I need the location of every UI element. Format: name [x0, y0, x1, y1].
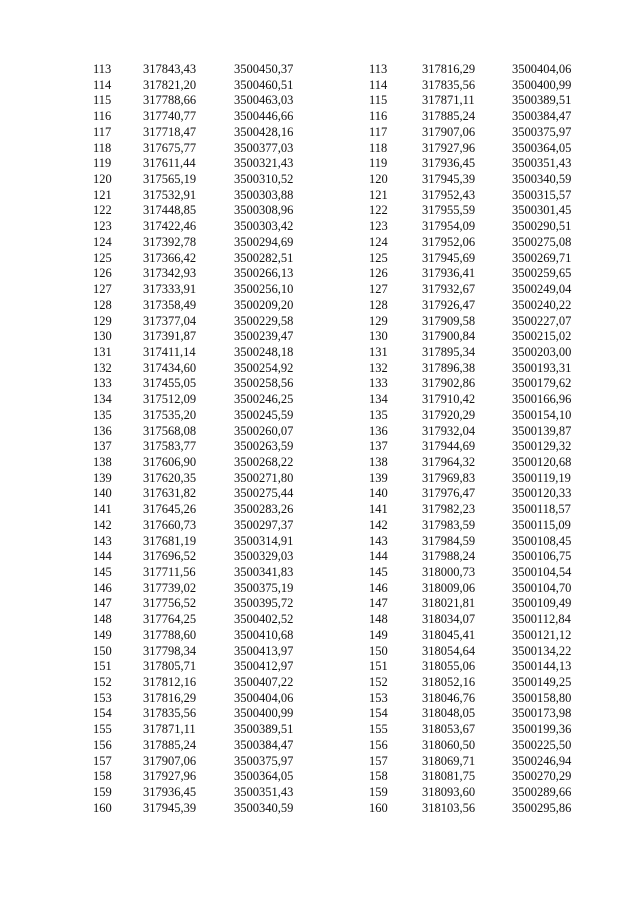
x-coordinate: 317984,59: [422, 533, 476, 548]
point-number: 151: [369, 659, 388, 674]
x-coordinate: 318054,64: [422, 643, 476, 658]
x-coordinate: 317871,11: [422, 93, 475, 108]
x-coordinate: 317391,87: [143, 329, 197, 344]
point-number: 150: [369, 643, 388, 658]
point-number: 115: [93, 93, 112, 108]
point-number: 139: [369, 470, 388, 485]
x-coordinate: 317910,42: [422, 392, 476, 407]
x-coordinate: 318048,05: [422, 706, 476, 721]
y-coordinate: 3500308,96: [234, 203, 294, 218]
point-number: 147: [369, 596, 388, 611]
x-coordinate: 318053,67: [422, 722, 476, 737]
point-number: 136: [369, 423, 388, 438]
point-number: 158: [93, 769, 112, 784]
point-number: 128: [93, 297, 112, 312]
y-coordinate: 3500294,69: [234, 234, 294, 249]
point-number: 143: [369, 533, 388, 548]
point-number: 117: [369, 124, 388, 139]
x-coordinate: 317645,26: [143, 502, 197, 517]
point-number: 129: [369, 313, 388, 328]
point-number: 145: [93, 565, 112, 579]
point-number: 149: [369, 627, 388, 642]
point-number: 115: [369, 93, 388, 108]
point-number: 117: [93, 124, 112, 139]
point-number: 137: [93, 439, 112, 454]
y-coordinate: 3500268,22: [234, 454, 294, 469]
y-coordinate: 3500108,45: [512, 533, 572, 548]
x-coordinate: 317696,52: [143, 549, 197, 564]
y-coordinate: 3500173,98: [512, 706, 572, 721]
y-coordinate: 3500215,02: [512, 329, 572, 344]
x-coordinate: 317821,20: [143, 77, 197, 92]
y-coordinate: 3500118,57: [512, 502, 571, 517]
y-coordinate: 3500315,57: [512, 187, 572, 202]
point-number: 119: [369, 156, 388, 171]
point-number: 142: [93, 517, 112, 532]
y-coordinate: 3500314,91: [234, 533, 294, 548]
x-coordinate: 317936,45: [143, 785, 197, 800]
y-coordinate: 3500410,68: [234, 627, 294, 642]
y-coordinate: 3500446,66: [234, 109, 294, 124]
x-coordinate: 317945,69: [422, 250, 476, 265]
point-number: 126: [93, 266, 112, 281]
x-coordinate: 317740,77: [143, 109, 197, 124]
point-number: 114: [93, 77, 112, 92]
x-coordinate: 317952,06: [422, 234, 476, 249]
point-number: 134: [93, 392, 112, 407]
point-number: 144: [369, 549, 388, 564]
point-number: 159: [93, 785, 112, 800]
point-number: 146: [93, 580, 112, 595]
y-coordinate: 3500389,51: [234, 722, 294, 737]
x-coordinate: 317945,39: [143, 800, 197, 815]
point-number: 151: [93, 659, 112, 674]
x-coordinate: 317377,04: [143, 313, 197, 328]
y-coordinate: 3500109,49: [512, 596, 572, 611]
point-number: 143: [93, 533, 112, 548]
x-coordinate: 318093,60: [422, 785, 476, 800]
y-coordinate: 3500120,68: [512, 454, 572, 469]
y-coordinate: 3500245,59: [234, 407, 294, 422]
x-coordinate: 317907,06: [143, 753, 197, 768]
x-coordinate: 318055,06: [422, 659, 476, 674]
y-coordinate: 3500260,07: [234, 423, 294, 438]
y-coordinate: 3500283,26: [234, 502, 294, 517]
x-coordinate: 317976,47: [422, 486, 476, 501]
y-coordinate: 3500112,84: [512, 612, 571, 627]
point-number: 153: [93, 690, 112, 705]
x-coordinate: 317660,73: [143, 517, 197, 532]
x-coordinate: 317969,83: [422, 470, 476, 485]
x-coordinate: 317675,77: [143, 140, 197, 155]
y-coordinate: 3500375,97: [234, 753, 294, 768]
y-coordinate: 3500351,43: [234, 785, 294, 800]
point-number: 113: [369, 62, 388, 76]
x-coordinate: 317448,85: [143, 203, 197, 218]
y-coordinate: 3500275,08: [512, 234, 572, 249]
y-coordinate: 3500269,71: [512, 250, 572, 265]
point-number: 147: [93, 596, 112, 611]
y-coordinate: 3500154,10: [512, 407, 572, 422]
y-coordinate: 3500329,03: [234, 549, 294, 564]
y-coordinate: 3500120,33: [512, 486, 572, 501]
x-coordinate: 317681,19: [143, 533, 197, 548]
x-coordinate: 317843,43: [143, 62, 197, 76]
y-coordinate: 3500407,22: [234, 675, 294, 690]
point-number: 135: [93, 407, 112, 422]
point-number: 121: [369, 187, 388, 202]
x-coordinate: 317718,47: [143, 124, 197, 139]
point-number: 131: [369, 344, 388, 359]
y-coordinate: 3500412,97: [234, 659, 294, 674]
point-number: 140: [93, 486, 112, 501]
y-coordinate: 3500364,05: [234, 769, 294, 784]
point-number: 154: [93, 706, 112, 721]
y-coordinate: 3500341,83: [234, 565, 294, 579]
x-coordinate: 317902,86: [422, 376, 476, 391]
x-coordinate: 317932,04: [422, 423, 476, 438]
y-coordinate: 3500413,97: [234, 643, 294, 658]
point-number: 116: [93, 109, 112, 124]
point-number: 152: [369, 675, 388, 690]
point-number: 116: [369, 109, 388, 124]
x-coordinate: 318081,75: [422, 769, 476, 784]
x-coordinate: 317936,41: [422, 266, 476, 281]
point-number: 130: [93, 329, 112, 344]
point-number: 157: [93, 753, 112, 768]
point-number: 149: [93, 627, 112, 642]
y-coordinate: 3500239,47: [234, 329, 294, 344]
y-coordinate: 3500389,51: [512, 93, 572, 108]
point-number: 134: [369, 392, 388, 407]
point-number: 144: [93, 549, 112, 564]
x-coordinate: 317871,11: [143, 722, 196, 737]
y-coordinate: 3500144,13: [512, 659, 572, 674]
point-number: 155: [369, 722, 388, 737]
point-number: 148: [369, 612, 388, 627]
x-coordinate: 317711,56: [143, 565, 196, 579]
x-coordinate: 317988,24: [422, 549, 476, 564]
x-coordinate: 317333,91: [143, 282, 197, 297]
y-coordinate: 3500270,29: [512, 769, 572, 784]
x-coordinate: 318103,56: [422, 800, 476, 815]
x-coordinate: 317982,23: [422, 502, 476, 517]
y-coordinate: 3500158,80: [512, 690, 572, 705]
y-coordinate: 3500301,45: [512, 203, 572, 218]
x-coordinate: 317583,77: [143, 439, 197, 454]
point-number: 127: [369, 282, 388, 297]
x-coordinate: 317885,24: [143, 737, 197, 752]
point-number: 129: [93, 313, 112, 328]
x-coordinate: 317422,46: [143, 219, 197, 234]
x-coordinate: 317568,08: [143, 423, 197, 438]
point-number: 139: [93, 470, 112, 485]
y-coordinate: 3500225,50: [512, 737, 572, 752]
y-coordinate: 3500104,70: [512, 580, 572, 595]
y-coordinate: 3500321,43: [234, 156, 294, 171]
point-number: 145: [369, 565, 388, 579]
x-coordinate: 317983,59: [422, 517, 476, 532]
y-coordinate: 3500119,19: [512, 470, 571, 485]
point-number: 155: [93, 722, 112, 737]
x-coordinate: 317392,78: [143, 234, 197, 249]
y-coordinate: 3500246,94: [512, 753, 572, 768]
point-number: 128: [369, 297, 388, 312]
y-coordinate: 3500340,59: [234, 800, 294, 815]
x-coordinate: 317927,96: [422, 140, 476, 155]
point-number: 152: [93, 675, 112, 690]
point-number: 122: [93, 203, 112, 218]
x-coordinate: 317756,52: [143, 596, 197, 611]
y-coordinate: 3500364,05: [512, 140, 572, 155]
y-coordinate: 3500259,65: [512, 266, 572, 281]
point-number: 126: [369, 266, 388, 281]
point-number: 160: [93, 800, 112, 815]
x-coordinate: 317342,93: [143, 266, 197, 281]
y-coordinate: 3500209,20: [234, 297, 294, 312]
point-number: 148: [93, 612, 112, 627]
point-number: 158: [369, 769, 388, 784]
x-coordinate: 317606,90: [143, 454, 197, 469]
x-coordinate: 317739,02: [143, 580, 197, 595]
y-coordinate: 3500115,09: [512, 517, 571, 532]
y-coordinate: 3500384,47: [234, 737, 294, 752]
point-number: 156: [93, 737, 112, 752]
x-coordinate: 317945,39: [422, 172, 476, 187]
x-coordinate: 317631,82: [143, 486, 197, 501]
y-coordinate: 3500179,62: [512, 376, 572, 391]
y-coordinate: 3500375,97: [512, 124, 572, 139]
x-coordinate: 317411,14: [143, 344, 196, 359]
x-coordinate: 317909,58: [422, 313, 476, 328]
x-coordinate: 317611,44: [143, 156, 196, 171]
y-coordinate: 3500275,44: [234, 486, 294, 501]
x-coordinate: 317927,96: [143, 769, 197, 784]
y-coordinate: 3500400,99: [512, 77, 572, 92]
y-coordinate: 3500166,96: [512, 392, 572, 407]
x-coordinate: 317455,05: [143, 376, 197, 391]
x-coordinate: 317952,43: [422, 187, 476, 202]
point-number: 123: [369, 219, 388, 234]
x-coordinate: 317954,09: [422, 219, 476, 234]
x-coordinate: 317532,91: [143, 187, 197, 202]
x-coordinate: 317926,47: [422, 297, 476, 312]
y-coordinate: 3500375,19: [234, 580, 294, 595]
x-coordinate: 317764,25: [143, 612, 197, 627]
point-number: 120: [93, 172, 112, 187]
x-coordinate: 317812,16: [143, 675, 197, 690]
y-coordinate: 3500289,66: [512, 785, 572, 800]
point-number: 132: [369, 360, 388, 375]
point-number: 150: [93, 643, 112, 658]
x-coordinate: 317932,67: [422, 282, 476, 297]
y-coordinate: 3500395,72: [234, 596, 294, 611]
point-number: 120: [369, 172, 388, 187]
point-number: 136: [93, 423, 112, 438]
x-coordinate: 317788,66: [143, 93, 197, 108]
y-coordinate: 3500303,88: [234, 187, 294, 202]
y-coordinate: 3500248,18: [234, 344, 294, 359]
y-coordinate: 3500271,80: [234, 470, 294, 485]
y-coordinate: 3500310,52: [234, 172, 294, 187]
y-coordinate: 3500129,32: [512, 439, 572, 454]
point-number: 157: [369, 753, 388, 768]
x-coordinate: 317512,09: [143, 392, 197, 407]
y-coordinate: 3500400,99: [234, 706, 294, 721]
point-number: 135: [369, 407, 388, 422]
y-coordinate: 3500266,13: [234, 266, 294, 281]
point-number: 156: [369, 737, 388, 752]
point-number: 133: [369, 376, 388, 391]
x-coordinate: 317907,06: [422, 124, 476, 139]
x-coordinate: 318046,76: [422, 690, 476, 705]
point-number: 159: [369, 785, 388, 800]
x-coordinate: 317565,19: [143, 172, 197, 187]
x-coordinate: 317900,84: [422, 329, 476, 344]
y-coordinate: 3500428,16: [234, 124, 294, 139]
y-coordinate: 3500193,31: [512, 360, 572, 375]
x-coordinate: 318034,07: [422, 612, 476, 627]
x-coordinate: 317955,59: [422, 203, 476, 218]
y-coordinate: 3500240,22: [512, 297, 572, 312]
y-coordinate: 3500450,37: [234, 62, 294, 76]
point-number: 141: [369, 502, 388, 517]
x-coordinate: 317535,20: [143, 407, 197, 422]
x-coordinate: 317895,34: [422, 344, 476, 359]
point-number: 138: [93, 454, 112, 469]
y-coordinate: 3500263,59: [234, 439, 294, 454]
point-number: 142: [369, 517, 388, 532]
x-coordinate: 317788,60: [143, 627, 197, 642]
y-coordinate: 3500229,58: [234, 313, 294, 328]
x-coordinate: 317434,60: [143, 360, 197, 375]
x-coordinate: 317944,69: [422, 439, 476, 454]
x-coordinate: 317358,49: [143, 297, 197, 312]
y-coordinate: 3500104,54: [512, 565, 572, 579]
y-coordinate: 3500290,51: [512, 219, 572, 234]
x-coordinate: 317816,29: [422, 62, 476, 76]
point-number: 160: [369, 800, 388, 815]
point-number: 114: [369, 77, 388, 92]
x-coordinate: 318069,71: [422, 753, 476, 768]
point-number: 133: [93, 376, 112, 391]
x-coordinate: 317885,24: [422, 109, 476, 124]
y-coordinate: 3500199,36: [512, 722, 572, 737]
y-coordinate: 3500384,47: [512, 109, 572, 124]
point-number: 124: [369, 234, 388, 249]
y-coordinate: 3500134,22: [512, 643, 572, 658]
x-coordinate: 317798,34: [143, 643, 197, 658]
y-coordinate: 3500404,06: [512, 62, 572, 76]
point-number: 132: [93, 360, 112, 375]
y-coordinate: 3500139,87: [512, 423, 572, 438]
x-coordinate: 317620,35: [143, 470, 197, 485]
x-coordinate: 317366,42: [143, 250, 197, 265]
x-coordinate: 317896,38: [422, 360, 476, 375]
x-coordinate: 318000,73: [422, 565, 476, 579]
point-number: 118: [93, 140, 112, 155]
y-coordinate: 3500106,75: [512, 549, 572, 564]
y-coordinate: 3500404,06: [234, 690, 294, 705]
point-number: 123: [93, 219, 112, 234]
point-number: 153: [369, 690, 388, 705]
y-coordinate: 3500254,92: [234, 360, 294, 375]
y-coordinate: 3500203,00: [512, 344, 572, 359]
x-coordinate: 317964,32: [422, 454, 476, 469]
y-coordinate: 3500246,25: [234, 392, 294, 407]
point-number: 131: [93, 344, 112, 359]
y-coordinate: 3500282,51: [234, 250, 294, 265]
y-coordinate: 3500460,51: [234, 77, 294, 92]
x-coordinate: 318009,06: [422, 580, 476, 595]
y-coordinate: 3500249,04: [512, 282, 572, 297]
point-number: 130: [369, 329, 388, 344]
x-coordinate: 318045,41: [422, 627, 476, 642]
y-coordinate: 3500258,56: [234, 376, 294, 391]
point-number: 140: [369, 486, 388, 501]
point-number: 137: [369, 439, 388, 454]
point-number: 125: [369, 250, 388, 265]
y-coordinate: 3500295,86: [512, 800, 572, 815]
point-number: 118: [369, 140, 388, 155]
point-number: 122: [369, 203, 388, 218]
point-number: 141: [93, 502, 112, 517]
point-number: 121: [93, 187, 112, 202]
point-number: 146: [369, 580, 388, 595]
point-number: 138: [369, 454, 388, 469]
y-coordinate: 3500402,52: [234, 612, 294, 627]
y-coordinate: 3500256,10: [234, 282, 294, 297]
y-coordinate: 3500121,12: [512, 627, 572, 642]
point-number: 125: [93, 250, 112, 265]
x-coordinate: 317835,56: [422, 77, 476, 92]
x-coordinate: 318060,50: [422, 737, 476, 752]
y-coordinate: 3500149,25: [512, 675, 572, 690]
y-coordinate: 3500340,59: [512, 172, 572, 187]
y-coordinate: 3500297,37: [234, 517, 294, 532]
x-coordinate: 317805,71: [143, 659, 197, 674]
point-number: 124: [93, 234, 112, 249]
point-number: 154: [369, 706, 388, 721]
x-coordinate: 317816,29: [143, 690, 197, 705]
point-number: 127: [93, 282, 112, 297]
x-coordinate: 318052,16: [422, 675, 476, 690]
x-coordinate: 317835,56: [143, 706, 197, 721]
y-coordinate: 3500377,03: [234, 140, 294, 155]
y-coordinate: 3500303,42: [234, 219, 294, 234]
x-coordinate: 317936,45: [422, 156, 476, 171]
y-coordinate: 3500463,03: [234, 93, 294, 108]
y-coordinate: 3500227,07: [512, 313, 572, 328]
y-coordinate: 3500351,43: [512, 156, 572, 171]
x-coordinate: 318021,81: [422, 596, 476, 611]
x-coordinate: 317920,29: [422, 407, 476, 422]
point-number: 119: [93, 156, 112, 171]
point-number: 113: [93, 62, 112, 76]
